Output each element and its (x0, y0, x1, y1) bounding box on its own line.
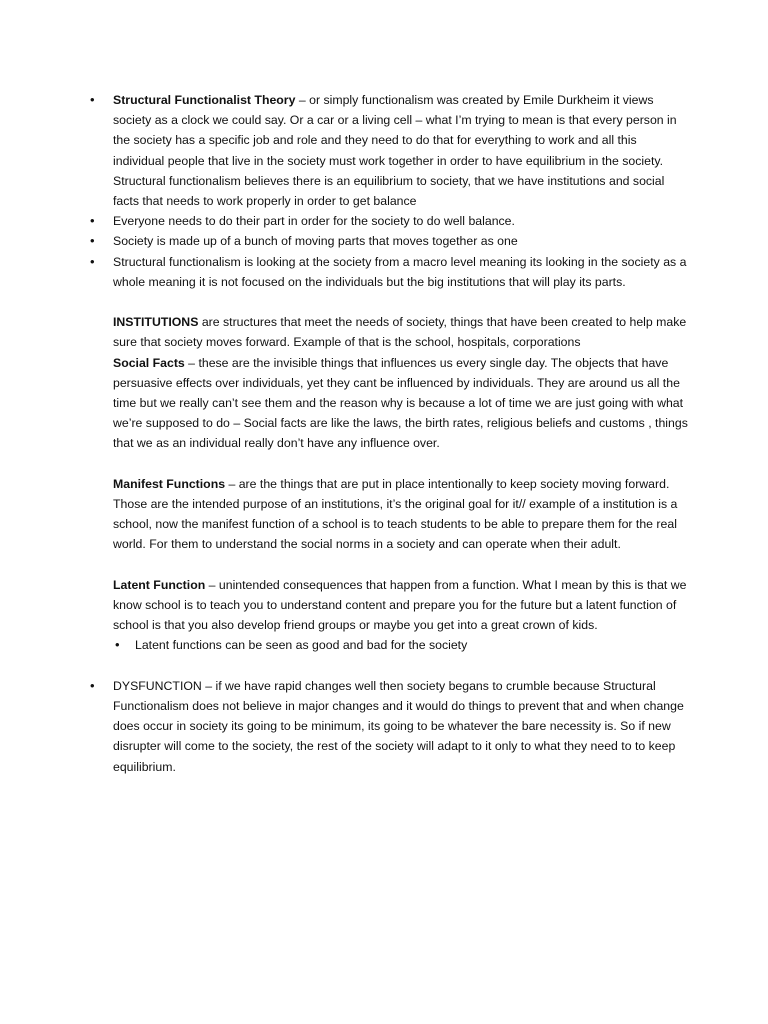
list-item-dysfunction (88, 676, 688, 777)
bullet-text: Everyone needs to do their part in order for the society to do well balance. (113, 214, 515, 229)
spacer (88, 656, 688, 676)
term-structural-functionalist-theory: Structural Functionalist Theory (113, 93, 296, 107)
spacer (88, 292, 688, 312)
list-item (88, 231, 688, 251)
definition-text: – are the things that are put in place intentionally to keep society moving forward. Those are the intended purpose of an institutions, it’s the original goal for it// example of a institution is a school, now the manifest function of a school is to teach students to be able to prepare them for the real world. For them to understand the social norms in a society and can operate when their adult. (113, 476, 678, 552)
sub-bullet-text: Latent functions can be seen as good and bad for the society (135, 638, 468, 653)
top-bullet-list (88, 90, 688, 292)
bullet-text: DYSFUNCTION – if we have rapid changes well then society begans to crumble because Structural Functionalism does not believe in major changes and it would do things to prevent that and when change does occur in society its going to be minimum, its going to be whatever the bare necessity is. So if new disrupter will come to the society, the rest of the society will adapt to it only to what they need to to keep equilibrium. (113, 678, 684, 774)
latent-sub-list (88, 635, 688, 655)
paragraph-institutions (88, 312, 688, 352)
term-social-facts: Social Facts (113, 355, 185, 370)
term-institutions: INSTITUTIONS (113, 315, 199, 330)
definition-text: – or simply functionalism was created by Emile Durkheim it views society as a clock we could say. Or a car or a living cell – what I’m trying to mean is that every person in the society has a specific job and role and they need to do that for everything to work and all this individual people that live in the society must work together in order to have equilibrium in the society. Structural functionalism believes there is an equilibrium to society, that we have institutions and social facts that needs to work properly in order to get balance (113, 93, 677, 209)
bullet-text: Society is made up of a bunch of moving parts that moves together as one (113, 234, 518, 249)
spacer (88, 454, 688, 474)
document-body (88, 90, 688, 777)
list-item (88, 211, 688, 231)
spacer (88, 555, 688, 575)
definition-text: – these are the invisible things that influences us every single day. The objects that have persuasive effects over individuals, yet they cant be influenced by individuals. They are around us all the time but we really can’t see them and the reason why is because a lot of time we are just going with what we’re supposed to do – Social facts are like the laws, the birth rates, religious beliefs and customs , things that we as an individual really don’t have any influence over. (113, 355, 688, 451)
definition-text: are structures that meet the needs of society, things that have been created to help make sure that society moves forward. Example of that is the school, hospitals, corporations (113, 315, 687, 350)
bottom-bullet-list (88, 676, 688, 777)
term-latent-function: Latent Function (113, 577, 206, 592)
bullet-text: Structural functionalism is looking at the society from a macro level meaning its looking in the society as a whole meaning it is not focused on the individuals but the big institutions that will play its parts. (113, 254, 687, 289)
paragraph-social-facts (88, 353, 688, 454)
paragraph-latent-function (88, 575, 688, 636)
term-manifest-functions: Manifest Functions (113, 476, 226, 491)
sub-list-item (113, 635, 688, 655)
paragraph-manifest-functions (88, 474, 688, 555)
definition-text: – unintended consequences that happen from a function. What I mean by this is that we know school is to teach you to understand content and prepare you for the future but a latent function of school is that you also develop friend groups or maybe you get into a great crown of kids. (113, 577, 687, 633)
list-item (88, 252, 688, 292)
list-item-structural-functionalist-theory (88, 90, 688, 211)
